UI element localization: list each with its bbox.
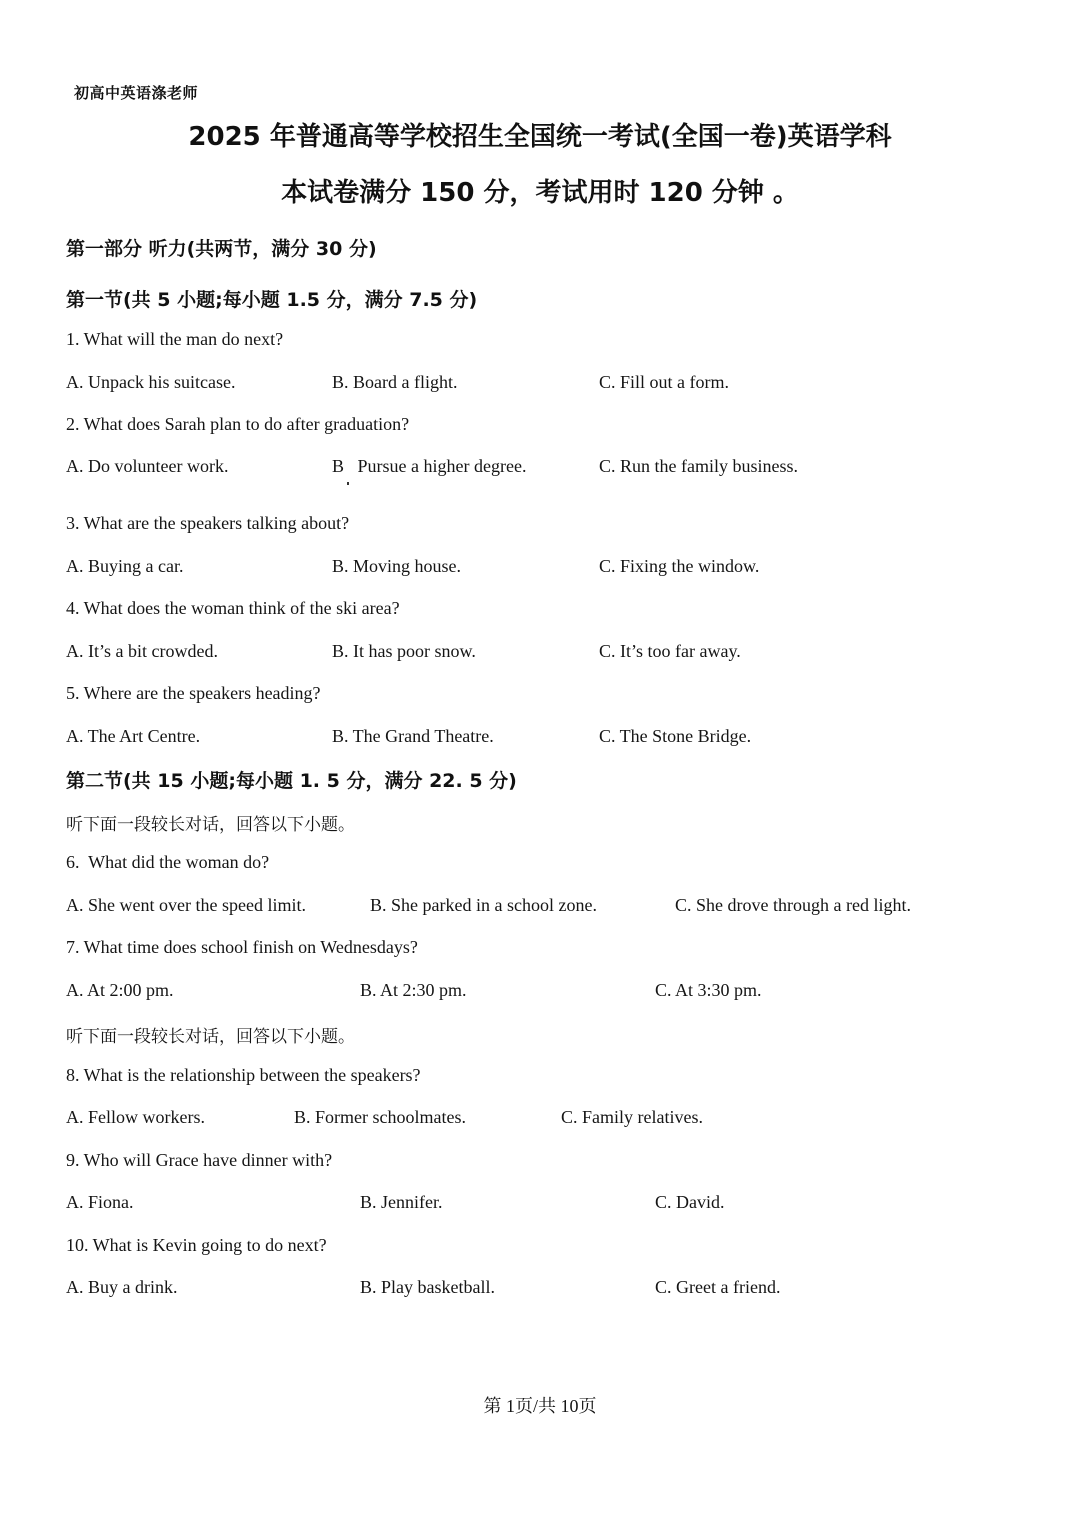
question-10-option-c: C. Greet a friend. [655, 1277, 781, 1297]
section2-instruction-2: 听下面一段较长对话，回答以下小题。 [66, 1027, 355, 1047]
question-2-option-a: A. Do volunteer work. [66, 456, 229, 476]
section2-instruction-1: 听下面一段较长对话，回答以下小题。 [66, 815, 355, 835]
question-4-option-c: C. It’s too far away. [599, 641, 741, 661]
part1-heading: 第一部分 听力(共两节，满分 30 分) [66, 238, 377, 260]
question-6-option-c: C. She drove through a red light. [675, 895, 911, 915]
page-number: 第 1页/共 10页 [483, 1396, 597, 1416]
question-5: 5. Where are the speakers heading? [66, 683, 321, 703]
question-8-option-a: A. Fellow workers. [66, 1107, 205, 1127]
watermark-text: 初高中英语涤老师 [74, 84, 199, 102]
exam-title: 2025 年普通高等学校招生全国统一考试(全国一卷)英语学科 [188, 122, 892, 152]
question-7-option-b: B. At 2:30 pm. [360, 980, 467, 1000]
question-8-option-c: C. Family relatives. [561, 1107, 703, 1127]
question-8-option-b: B. Former schoolmates. [294, 1107, 466, 1127]
question-9-option-b: B. Jennifer. [360, 1192, 443, 1212]
question-2: 2. What does Sarah plan to do after graduation? [66, 414, 410, 434]
question-10-option-a: A. Buy a drink. [66, 1277, 178, 1297]
question-2-option-c: C. Run the family business. [599, 456, 798, 476]
question-3: 3. What are the speakers talking about? [66, 513, 350, 533]
question-3-option-c: C. Fixing the window. [599, 556, 760, 576]
question-10: 10. What is Kevin going to do next? [66, 1235, 327, 1255]
question-6: 6. What did the woman do? [66, 852, 270, 872]
question-5-option-a: A. The Art Centre. [66, 726, 201, 746]
question-1-option-b: B. Board a flight. [332, 372, 458, 392]
question-4-option-b: B. It has poor snow. [332, 641, 476, 661]
question-7-option-c: C. At 3:30 pm. [655, 980, 762, 1000]
question-9-option-a: A. Fiona. [66, 1192, 134, 1212]
question-1: 1. What will the man do next? [66, 329, 284, 349]
question-9: 9. Who will Grace have dinner with? [66, 1150, 333, 1170]
question-9-option-c: C. David. [655, 1192, 725, 1212]
question-7-option-a: A. At 2:00 pm. [66, 980, 174, 1000]
question-3-option-a: A. Buying a car. [66, 556, 184, 576]
exam-subtitle: 本试卷满分 150 分，考试用时 120 分钟 。 [281, 178, 799, 208]
question-10-option-b: B. Play basketball. [360, 1277, 495, 1297]
question-6-option-a: A. She went over the speed limit. [66, 895, 306, 915]
question-8: 8. What is the relationship between the speakers? [66, 1065, 421, 1085]
question-2-option-b: B Pursue a higher degree. [332, 456, 527, 476]
question-4: 4. What does the woman think of the ski area? [66, 598, 400, 618]
question-1-option-c: C. Fill out a form. [599, 372, 729, 392]
section1-heading: 第一节(共 5 小题;每小题 1.5 分，满分 7.5 分) [66, 289, 478, 311]
stray-mark [347, 482, 349, 485]
question-4-option-a: A. It’s a bit crowded. [66, 641, 218, 661]
question-1-option-a: A. Unpack his suitcase. [66, 372, 236, 392]
question-3-option-b: B. Moving house. [332, 556, 462, 576]
section2-heading: 第二节(共 15 小题;每小题 1. 5 分，满分 22. 5 分) [66, 770, 517, 792]
question-5-option-c: C. The Stone Bridge. [599, 726, 752, 746]
question-5-option-b: B. The Grand Theatre. [332, 726, 494, 746]
question-7: 7. What time does school finish on Wednesdays? [66, 937, 418, 957]
question-6-option-b: B. She parked in a school zone. [370, 895, 597, 915]
